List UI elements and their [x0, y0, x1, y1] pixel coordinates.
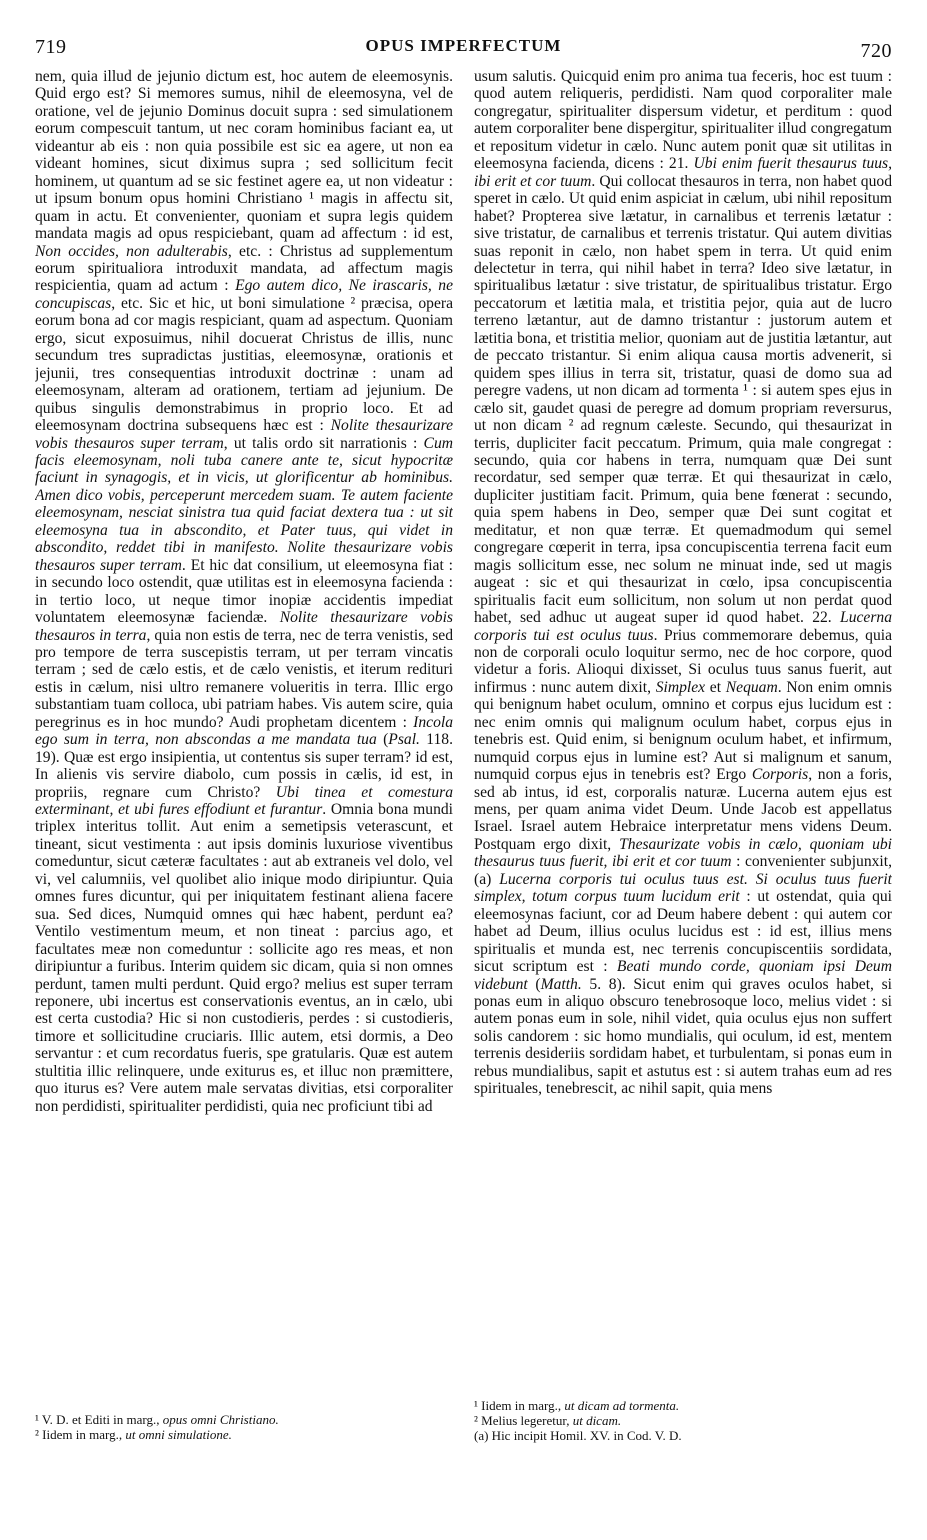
italic-quotation: Non occides, non adulterabis — [35, 242, 228, 260]
text-segment: , etc. Sic et hic, ut boni simulatione ² præcisa, opera eorum bona ad cor magis respiciant, quam ad aspectum. Quoniam ergo, sicut exposuimus, nihil docuerat Christus de illis, nunc secundum tres supradictas justitias, eleemosynæ, orationis et jejunii, tres consequentias introduxit doctrinæ : unam ad eleemosynam, alteram ad orationem, tertiam ad jejunium. De quibus singulis demonstrabimus in proprio loco. Et ad eleemosynam doctrina subsequens hæc est : — [35, 294, 453, 435]
text-segment: : ut ostendat, quia qui eleemosynas faciunt, cor ad Deum habere debent : qui autem cor habet ad Deum, illius oculus lucidus est : id est, illius mens spiritualis et munda est, nec terrenis concupiscentiis sordidata, sicut scriptum est : — [474, 888, 892, 976]
italic-quotation: Matth. — [540, 975, 582, 993]
text-segment: , non a foris, sed ab intus, id est, corporalis naturæ. Lucerna autem ejus est mens, per quam anima videt Deum. Unde Jacob est appellatus Israel. Israel autem Hebraice interpretatur mens videns Deum. Postquam ergo dixit, — [474, 766, 892, 853]
footnote-mark: ² — [35, 1427, 43, 1442]
text-segment: . Non enim omnis qui benignum habet oculum, omnino et corpus ejus lucidum est : nec enim omnis qui malignum oculum habet, corpus ejus in tenebris est. Quid enim, si benignum oculum habet, et infirmum, numquid corpus ejus in lumine est? Aut si malignum et sanum, numquid corpus ejus in tenebris est? Ergo — [474, 678, 892, 784]
text-segment: 118. 19). Quæ est ergo insipientia, ut contentus sis super terram? id est, In alienis vis servire diabolo, cum possis in cælis, id est, in propriis, regnare cum Christo? — [35, 731, 453, 801]
text-segment: usum salutis. Quicquid enim pro anima tua feceris, hoc est tuum : quod autem reliqueris, perdidisti. Nam quod corporaliter male congregatur, spiritualiter dispersum videtur, et perditum : quod autem corporaliter bene dispergitur, spiritualiter illud congregatum et repositum videtur in cælo. Nunc autem ponit quæ sit utilitas in eleemosyna facienda, dicens : 21. — [474, 68, 892, 173]
footnote-italic: opus omni Christiano. — [162, 1412, 279, 1427]
text-segment: . Qui collocat thesauros in terra, non habet quod speret in cælo. Ut quid enim aspiciat in cælum, ubi nihil repositum habet? Propterea sive lætatur, in carnalibus et terrenis lætatur : sive tristatur, de carnalibus et terrenis tristatur. Qui autem divitias suas reponit in cælo, non habet spem in terra. Ut quid enim delectetur in terra, qui nihil habet in terra? Ideo sive lætatur, in spiritualibus lætatur : sive tristatur, de spiritualibus tristatur. Ergo peccatorum et lætitia mala, et tristitia pejor, quia aut de lucro terreno lætantur, aut de damno tristantur : justorum autem et lætitia bona, et tristitia melior, quoniam aut de justitia lætantur, aut de peccato tristantur. Si enim aliqua causa mortis advenerit, si quidem spes illius in terra sit, tristatur, quasi de domo sua ad peregre vadens, ut non dicam ad tormenta ¹ : si autem spes ejus in cælo sit, gaudet quasi de peregre ad domum propriam reversurus, ut non dicam ² ad regnum cæleste. Secundo, qui thesaurizat in terris, dupliciter facit peccatum. Primum, quia male congregat : secundo, quia cor habens in terra, numquam quæ Dei sunt recordatur, sed semper quæ terræ. Et qui thesaurizat in cælo, dupliciter justitiam facit. Primum, quia bene fœnerat : secundo, quia spem habens in Deo, semper quæ Dei sunt cogitat et meditatur, et non quæ terræ. Et quemadmodum qui semel congregare cœperit in terra, ipsa concupiscentia terrena facit eum magis sollicitum esse, nec solum ne minuat inde, sed ut magis augeat : sic et qui thesaurizat in cœlo, ipsa concupiscentia spiritualis facit eum sollicitum, non solum ut non perdat quod habet, sed adhuc ut augeat super id quod habet. 22. — [474, 172, 892, 627]
footnote-text: (a) Hic incipit Homil. XV. in Cod. V. D. — [474, 1428, 682, 1443]
text-segment: 5. 8). Sicut enim qui graves oculos habet, si ponas eum in aliquo obscuro tenebrosoque loco, melius videt : si autem ponas eum in sole, nihil videt, quia oculus ejus non suffert solis candorem : sic homo mundialis, qui oculum, id est, mentem terrenis desideriis sordidam habet, et turbulentam, si ponas eum in rebus mundialibus, sapit et astutus est : si autem trahas eum ad res spirituales, tenebrescit, ac nihil sapit, quia mens — [474, 975, 892, 1098]
text-segment: : convenienter subjunxit, (a) — [474, 853, 892, 888]
footnote-italic: ut dicam ad tormenta. — [564, 1398, 680, 1413]
italic-quotation: Simplex — [655, 678, 706, 696]
italic-quotation: Lucerna corporis tui oculus tuus est. Si oculus tuus fuerit simplex, totum corpus tuum lucidum erit — [474, 870, 892, 906]
footnote-italic: ut omni simulatione. — [125, 1427, 232, 1442]
footnote — [474, 1428, 892, 1443]
right-column-text — [474, 68, 892, 1098]
text-segment: , etc. : Christus ad supplementum eorum spiritualiora introduxit mandata, ad affectum magis respicientia, quam ad actum : — [35, 242, 453, 295]
right-page-number: 720 — [860, 40, 892, 62]
italic-quotation: Ego autem dico, Ne irascaris, ne concupiscas — [35, 277, 453, 312]
italic-quotation: Nolite thesaurizare vobis thesauros super terram — [35, 417, 453, 452]
text-segment: ( — [527, 975, 541, 993]
page-header — [35, 36, 892, 62]
footnote-mark: ¹ — [35, 1412, 42, 1427]
text-segment: et — [705, 678, 726, 696]
footnote-text: Melius legeretur, — [481, 1413, 573, 1428]
italic-quotation: Beati mundo corde, quoniam ipsi Deum videbunt — [474, 958, 892, 993]
footnote — [35, 1427, 453, 1442]
italic-quotation: Nequam — [725, 678, 778, 696]
text-segment: , quia non estis de terra, nec de terra venistis, sed pro tempore de terra suscepistis terram, ut per terram vincatis terram ; sed de cælo estis, et de cælo venistis, et iterum redituri estis in cælum, nisi ultro remanere volueritis in terra. Illic ergo substantiam tuam colloca, ubi patriam habes. Vis autem scire, quia peregrinus es in hoc mundo? Audi prophetam dicentem : — [35, 626, 453, 731]
footnote-text: V. D. et Editi in marg., — [41, 1412, 163, 1427]
right-footnotes — [474, 1398, 892, 1443]
italic-quotation: Ubi tinea et comestura exterminant, et ubi fures effodiunt et furantur — [35, 783, 453, 819]
footnote — [474, 1413, 892, 1428]
text-segment: nem, quia illud de jejunio dictum est, hoc autem de eleemosynis. Quid ergo est? Si memores sumus, nihil de eleemosyna, vel de oratione, vel de jejunio Dominus docuit supra : sed simulationem eorum compescuit tantum, ut nec coram hominibus faciant ea, ut videantur ab eis : non quia possibile est sic ea agere, ut non ea videant homines, sicut diximus supra ; sed sollicitum fecit hominem, ut quantum ad se sic festinet agere ea, ut non videatur : ut ipsum bonum opus homini Christiano ¹ magis in affectu sit, quam in actu. Et convenienter, quoniam et supra legis quidem mandata magis ad opus respiciebant, quam ad affectum : id est, — [35, 68, 453, 243]
text-segment: . Omnia bona mundi triplex interitus tollit. Aut enim a semetipsis veterascunt, et tineant, sicut vestimenta : aut ipsis dominis luxuriose viventibus comeduntur, sicut cæteræ facultates : aut ab extraneis vel dolo, vel vi, vel calumniis, vel quolibet alio inique modo diripiuntur. Quia omnes fures dicuntur, qui per iniquitatem festinant aliena facere sua. Sed dices, Numquid omnes qui hæc habent, perdunt ea? Ventilo vestimentum meum, et non tineat : parcius ago, et facultates meæ non comeduntur : sollicite ago res meas, et non diripiuntur a furibus. Interim quidem sic dicam, quia si non omnes perdunt, tamen multi perdunt. Quid ergo? melius est super terram reponere, ubi incertus est conservationis eventus, an in cælo, ubi est certa custodia? Hic si non custodieris, perdes : si custodieris, timore et sollicitudine cruciaris. Illic autem, etsi dormis, a Deo servantur : et cum recordatus fueris, spe gratularis. Quæ est autem stultitia illic relinquere, unde exiturus es, et illuc non præmittere, quo iturus es? Vere autem male servatas divitias, etsi corporaliter non perdidisti, spiritualiter perdidisti, quia nec proficiunt tibi ad — [35, 801, 453, 1115]
italic-quotation: Incola ego sum in terra, non abscondas a me mandata tua — [35, 713, 453, 749]
footnote-text: Iidem in marg., — [481, 1398, 565, 1413]
italic-quotation: Ubi enim fuerit thesaurus tuus, ibi erit et cor tuum — [474, 155, 892, 190]
left-column-text — [35, 68, 453, 1115]
italic-quotation: Nolite thesaurizare vobis thesauros in terra — [35, 609, 453, 644]
italic-quotation: Cum facis eleemosynam, noli tuba canere ante te, sicut hypocritæ faciunt in synagogis, et in vicis, ut glorificentur ab hominibus. Amen dico vobis, perceperunt mercedem suam. Te autem faciente eleemosynam, nesciat sinistra tua quid faciat dextera tua : ut sit eleemosyna tua in abscondito, et Pater tuus, qui videt in abscondito, reddet tibi in manifesto. Nolite thesaurizare vobis thesauros super terram — [35, 434, 453, 574]
footnote — [35, 1412, 453, 1427]
footnote — [474, 1398, 892, 1413]
italic-quotation: Lucerna corporis tui est oculus tuus — [474, 609, 892, 644]
footnote-italic: ut dicam. — [572, 1413, 622, 1428]
footnote-text: Iidem in marg., — [42, 1427, 126, 1442]
italic-quotation: Thesaurizate vobis in cælo, quoniam ubi thesaurus tuus fuerit, ibi erit et cor tuum — [474, 835, 892, 871]
left-column — [35, 68, 453, 1398]
text-segment: . Et hic dat consilium, ut eleemosyna fiat : in secundo loco ostendit, quæ utilitas est in eleemosyna facienda : in tertio loco, ut neque timor inopiæ accidentis impediat voluntatem eleemosynæ faciendæ. — [35, 556, 453, 627]
footnote-mark: ² — [474, 1413, 482, 1428]
left-page-number: 719 — [35, 36, 67, 58]
text-segment: . Prius commemorare debemus, quia non de corporali oculo loquitur sermo, nec de hoc corpore, quod videtur a foris. Alioqui dixisset, Si oculus tuus sanus fuerit, aut infirmus : nunc autem dixit, — [474, 626, 892, 696]
footnote-mark: ¹ — [474, 1398, 482, 1413]
text-segment: ( — [376, 731, 389, 749]
left-footnotes — [35, 1412, 453, 1442]
text-segment: , ut talis ordo sit narrationis : — [223, 434, 424, 452]
running-title: OPUS IMPERFECTUM — [365, 36, 562, 55]
right-column — [474, 68, 892, 1398]
italic-quotation: Corporis — [751, 766, 809, 784]
italic-quotation: Psal. — [388, 731, 420, 749]
